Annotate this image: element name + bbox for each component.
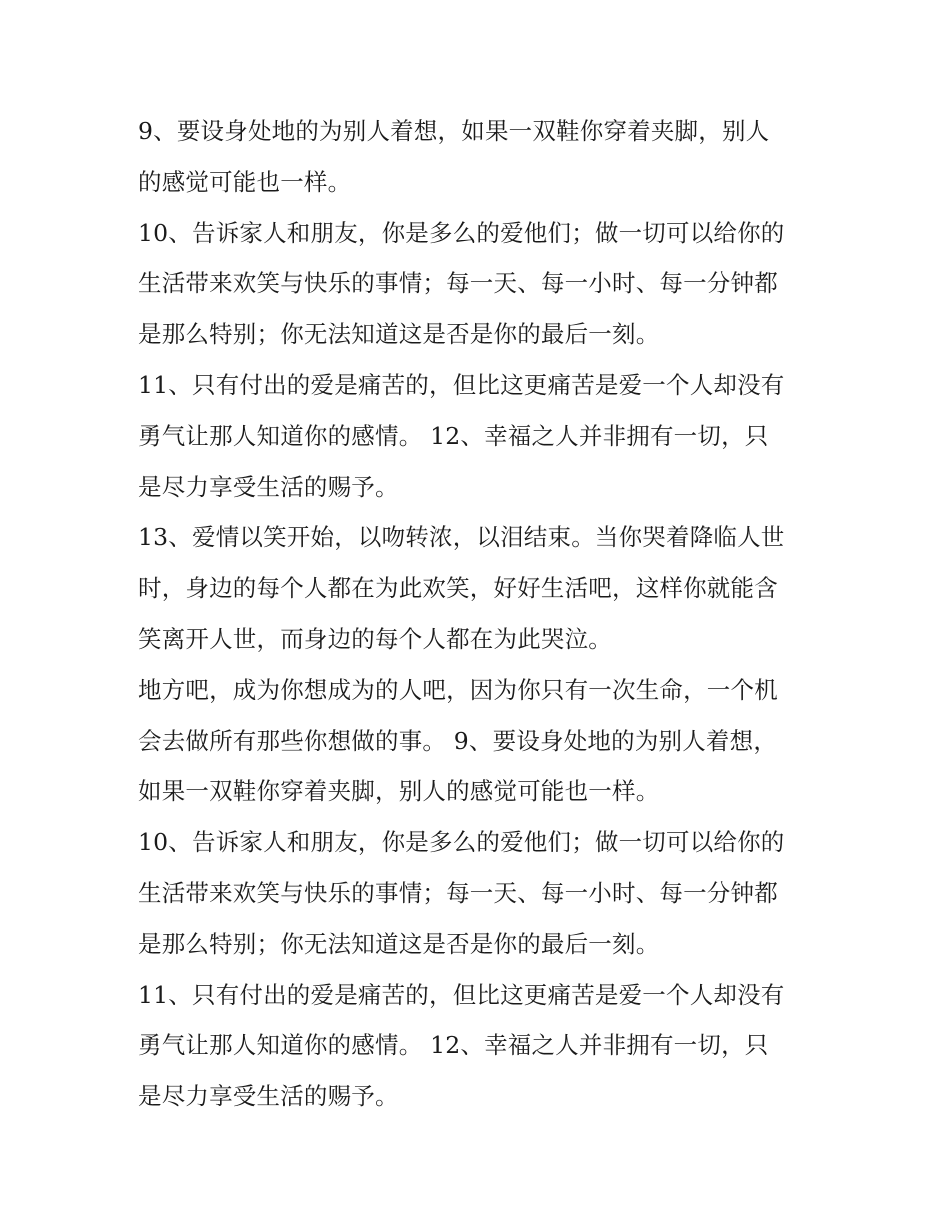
text-line: 生活带来欢笑与快乐的事情；每一天、每一小时、每一分钟都 bbox=[138, 269, 778, 298]
text-line: 如果一双鞋你穿着夹脚，别人的感觉可能也一样。 bbox=[138, 777, 660, 806]
text-line: 勇气让那人知道你的感情。 12、幸福之人并非拥有一切，只 bbox=[138, 1031, 769, 1060]
text-line: 11、只有付出的爱是痛苦的，但比这更痛苦是爱一个人却没有 bbox=[138, 980, 785, 1009]
text-line: 是那么特别；你无法知道这是否是你的最后一刻。 bbox=[138, 320, 660, 349]
text-line: 地方吧，成为你想成为的人吧，因为你只有一次生命，一个机 bbox=[138, 675, 778, 704]
text-line: 10、告诉家人和朋友，你是多么的爱他们；做一切可以给你的 bbox=[138, 218, 785, 247]
text-line: 笑离开人世，而身边的每个人都在为此哭泣。 bbox=[138, 624, 612, 653]
text-line: 13、爱情以笑开始，以吻转浓，以泪结束。当你哭着降临人世 bbox=[138, 523, 785, 552]
text-line: 11、只有付出的爱是痛苦的，但比这更痛苦是爱一个人却没有 bbox=[138, 370, 785, 399]
text-line: 生活带来欢笑与快乐的事情；每一天、每一小时、每一分钟都 bbox=[138, 878, 778, 907]
document-body bbox=[138, 106, 818, 1122]
text-line: 勇气让那人知道你的感情。 12、幸福之人并非拥有一切，只 bbox=[138, 421, 769, 450]
text-line: 是尽力享受生活的赐予。 bbox=[138, 472, 399, 501]
text-line: 时，身边的每个人都在为此欢笑，好好生活吧，这样你就能含 bbox=[138, 574, 778, 603]
text-line: 10、告诉家人和朋友，你是多么的爱他们；做一切可以给你的 bbox=[138, 828, 785, 857]
text-line: 是那么特别；你无法知道这是否是你的最后一刻。 bbox=[138, 929, 660, 958]
text-line: 是尽力享受生活的赐予。 bbox=[138, 1082, 399, 1111]
text-line: 会去做所有那些你想做的事。 9、要设身处地的为别人着想， bbox=[138, 726, 778, 755]
text-line: 的感觉可能也一样。 bbox=[138, 167, 352, 196]
text-line: 9、要设身处地的为别人着想，如果一双鞋你穿着夹脚，别人 bbox=[138, 117, 770, 145]
